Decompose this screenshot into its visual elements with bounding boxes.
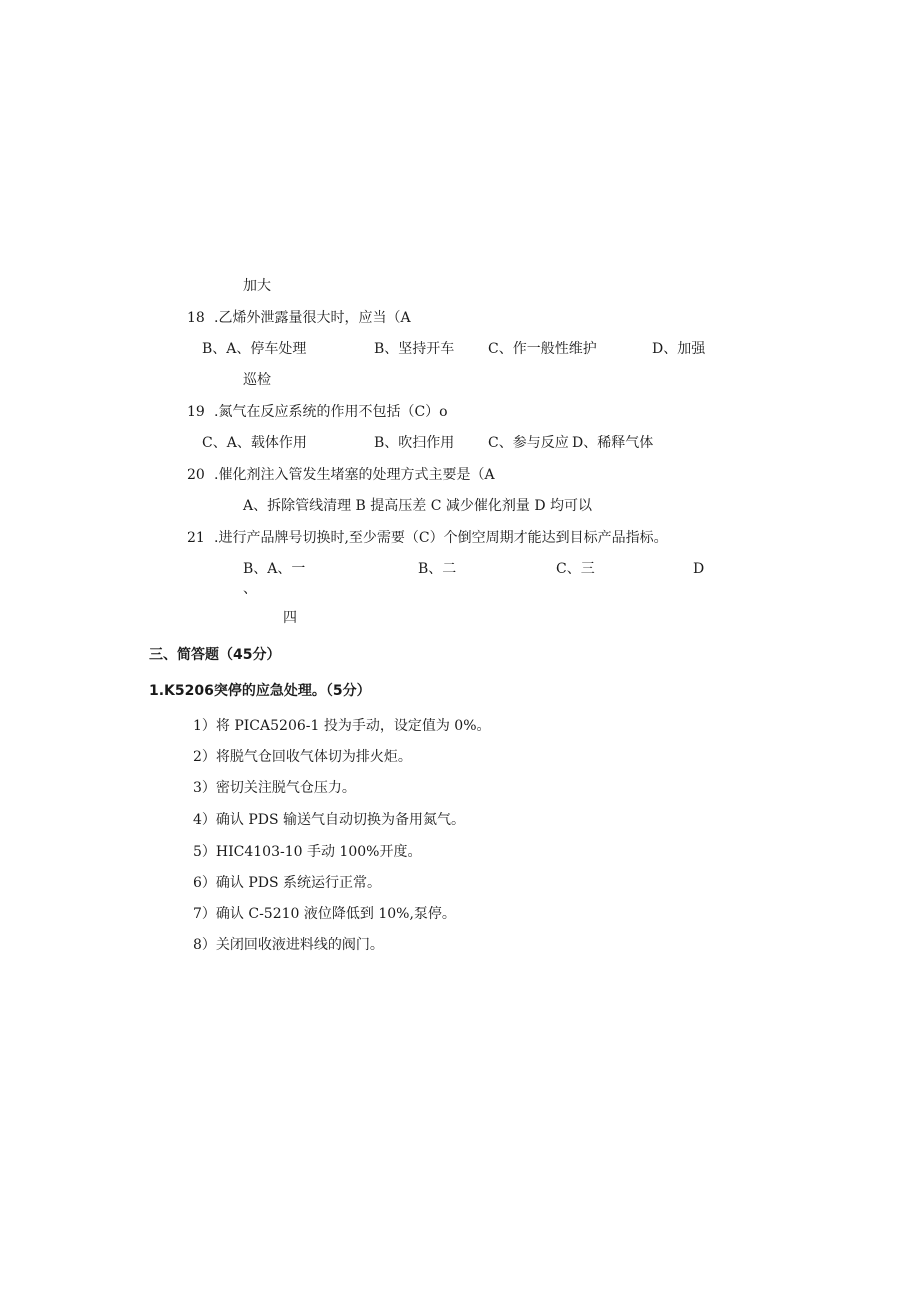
q18-option-a: B、A、停车处理 bbox=[202, 341, 307, 357]
answer-step: 4）确认 PDS 输送气自动切换为备用氮气。 bbox=[193, 812, 466, 828]
q19-option-b: B、吹扫作用 bbox=[374, 435, 455, 451]
answer-step: 2）将脱气仓回收气体切为排火炬。 bbox=[193, 749, 412, 765]
answer-step: 8）关闭回收液进料线的阀门。 bbox=[193, 937, 384, 953]
q18-option-d-continuation: 巡检 bbox=[243, 372, 271, 388]
question-title: 1.K5206突停的应急处理。（5分） bbox=[149, 683, 371, 699]
q21-option-d-letter: D bbox=[693, 561, 705, 577]
q19-text: .氮气在反应系统的作用不包括（C）o bbox=[214, 404, 448, 420]
q18-number: 18 bbox=[187, 310, 205, 326]
q21-option-d-value: 四 bbox=[283, 610, 297, 626]
q19-option-c: C、参与反应 bbox=[488, 435, 569, 451]
q21-option-a: B、A、一 bbox=[243, 561, 306, 577]
answer-step: 1）将 PICA5206-1 投为手动，设定值为 0%。 bbox=[193, 718, 491, 734]
q18-option-c: C、作一般性维护 bbox=[488, 341, 597, 357]
q18-option-b: B、坚持开车 bbox=[374, 341, 455, 357]
answer-step: 6）确认 PDS 系统运行正常。 bbox=[193, 875, 382, 891]
q21-option-d-separator: 、 bbox=[243, 581, 257, 597]
answer-step: 7）确认 C-5210 液位降低到 10%,泵停。 bbox=[193, 906, 456, 922]
q21-option-c: C、三 bbox=[556, 561, 595, 577]
q21-option-b: B、二 bbox=[418, 561, 457, 577]
q19-option-d: D、稀释气体 bbox=[572, 435, 654, 451]
q20-text: .催化剂注入管发生堵塞的处理方式主要是（A bbox=[214, 467, 495, 483]
q21-number: 21 bbox=[187, 530, 205, 546]
q19-option-a: C、A、载体作用 bbox=[202, 435, 307, 451]
q21-text: .进行产品牌号切换时,至少需要（C）个倒空周期才能达到目标产品指标。 bbox=[214, 530, 668, 546]
answer-step: 3）密切关注脱气仓压力。 bbox=[193, 780, 356, 796]
section-heading: 三、简答题（45分） bbox=[149, 647, 281, 663]
q20-number: 20 bbox=[187, 467, 205, 483]
q17-continuation: 加大 bbox=[243, 278, 271, 294]
answer-step: 5）HIC4103-10 手动 100%开度。 bbox=[193, 844, 422, 860]
q19-number: 19 bbox=[187, 404, 205, 420]
q18-text: .乙烯外泄露量很大时，应当（A bbox=[214, 310, 411, 326]
q20-options: A、拆除管线清理 B 提高压差 C 减少催化剂量 D 均可以 bbox=[243, 498, 593, 514]
q18-option-d: D、加强 bbox=[652, 341, 706, 357]
